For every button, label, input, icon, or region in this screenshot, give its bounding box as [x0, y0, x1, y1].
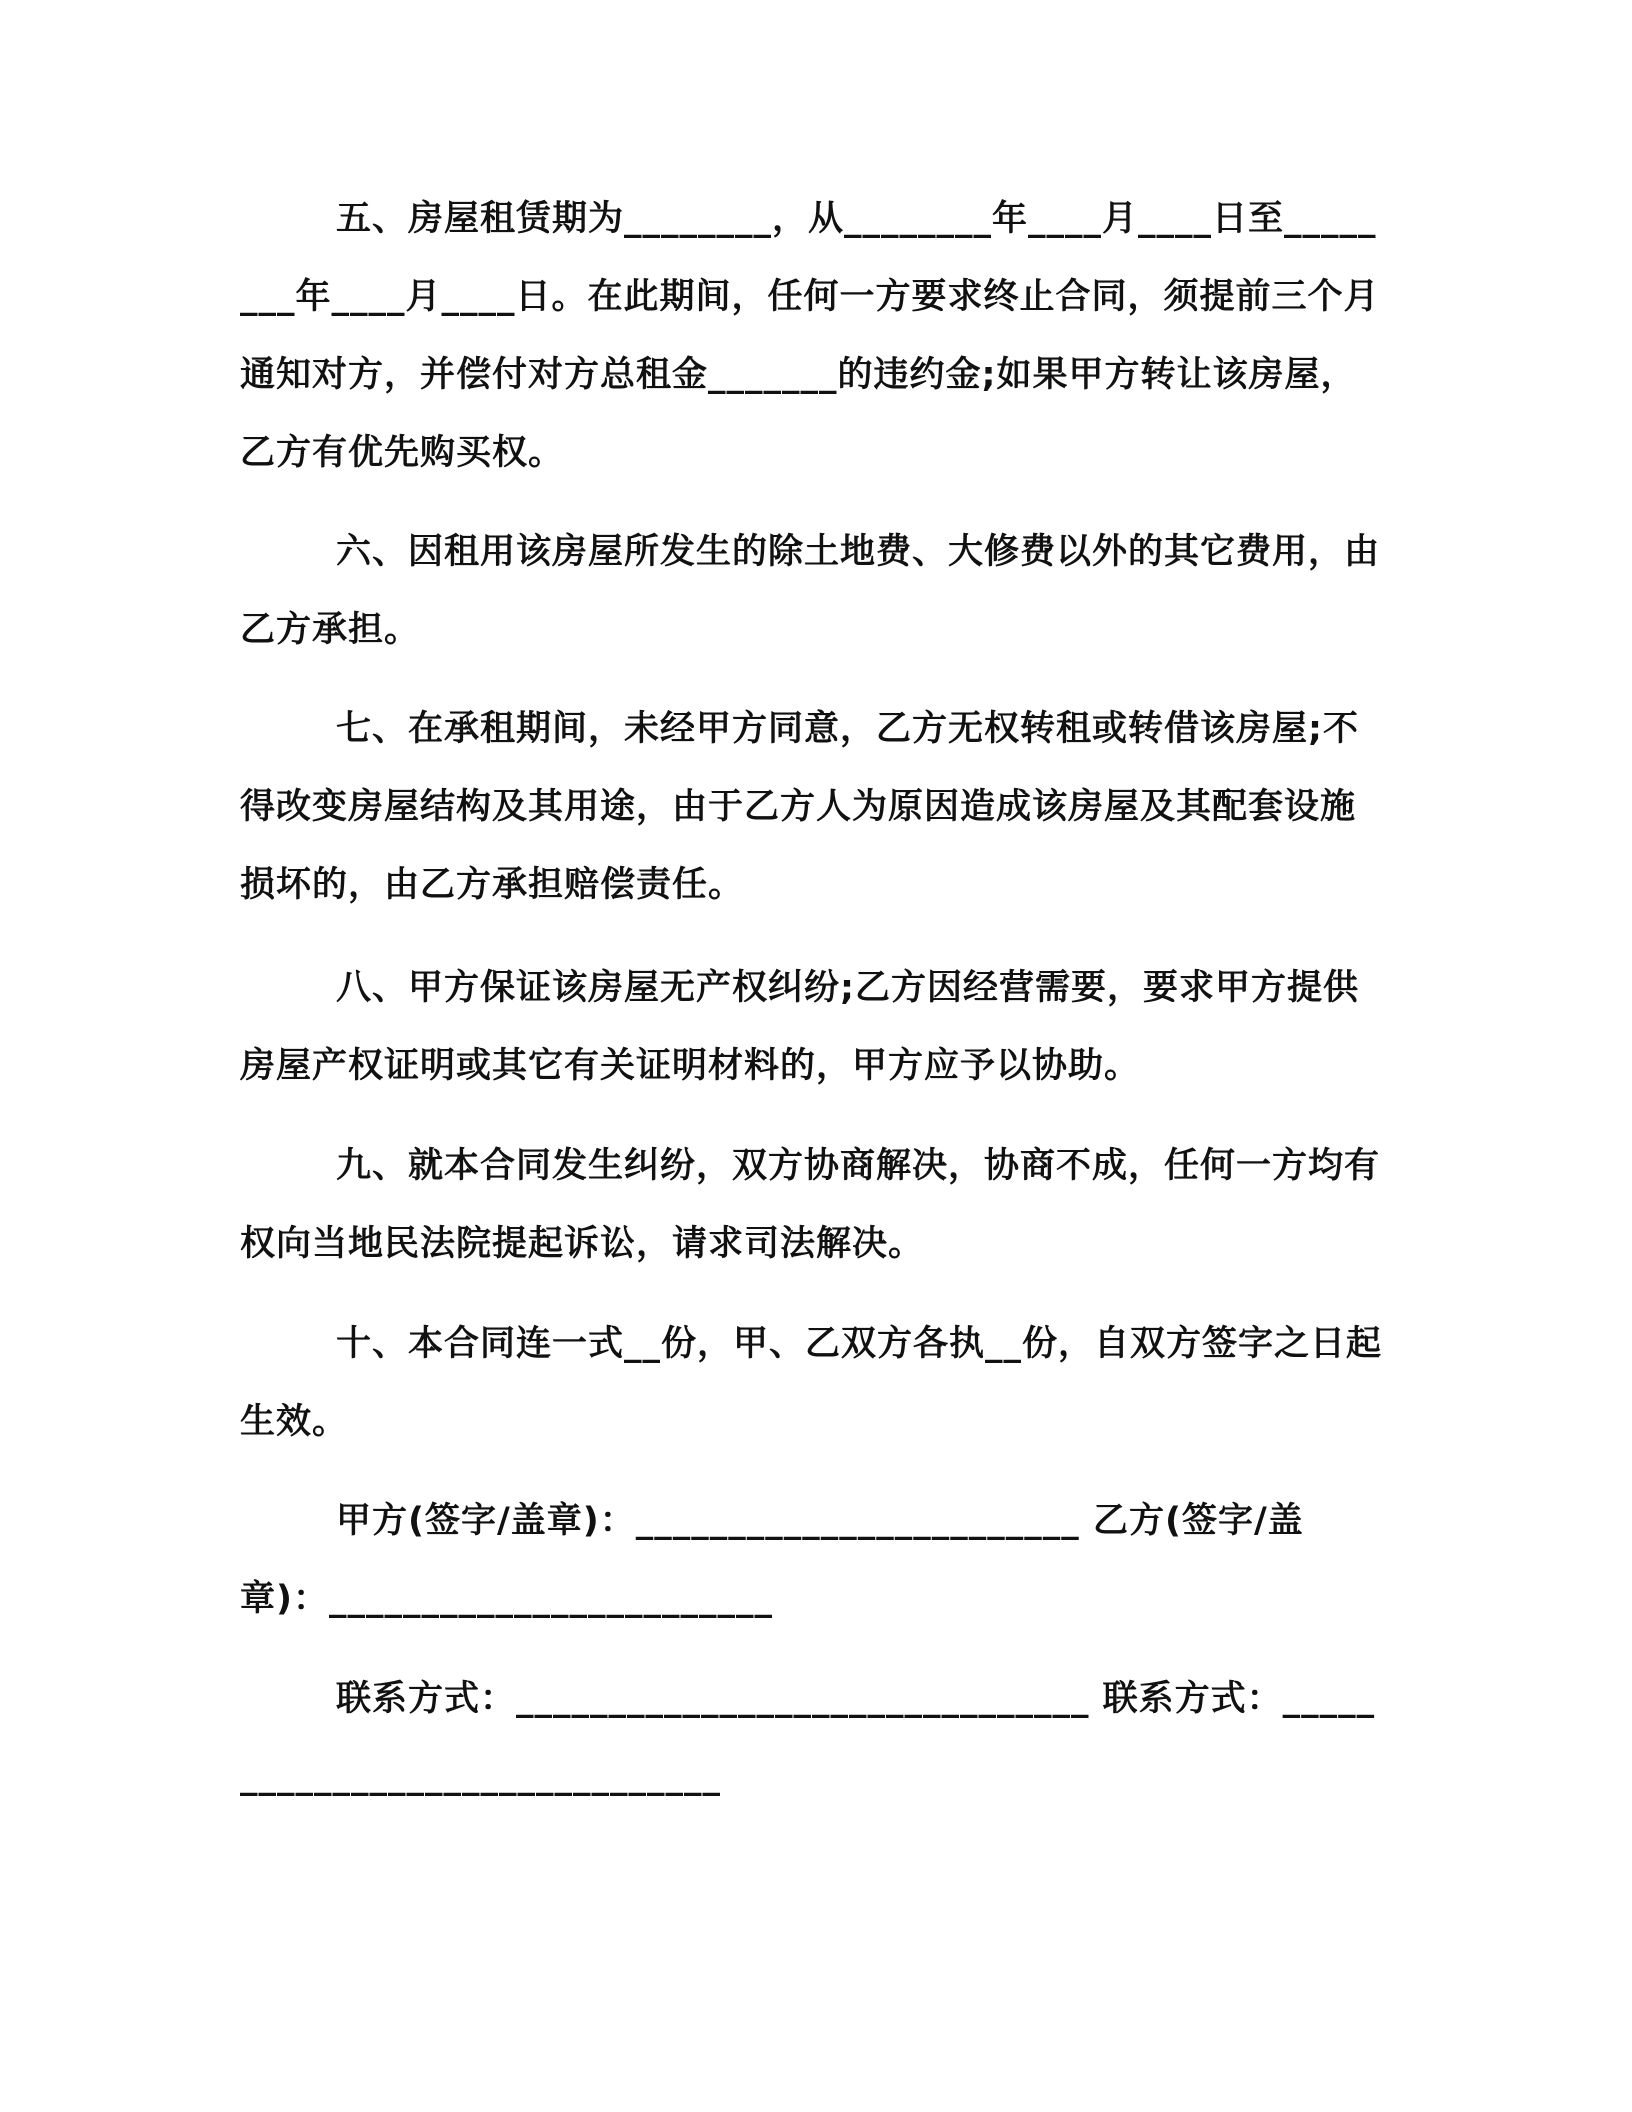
clause-9-disputes: 九、就本合同发生纠纷，双方协商解决，协商不成，任何一方均有权向当地民法院提起诉讼，请求司法解决。	[240, 1146, 1381, 1264]
clause-6-expenses: 六、因租用该房屋所发生的除土地费、大修费以外的其它费用，由乙方承担。	[240, 532, 1381, 650]
clause-5-lease-term: 五、房屋租赁期为________，从________年____月____日至________年____月____日。在此期间，任何一方要求终止合同，须提前三个月通知对方，并偿付对方总租金_______的违约金;如果甲方转让该房屋，乙方有优先购买权。	[240, 199, 1380, 473]
clause-10-copies: 十、本合同连一式__份，甲、乙双方各执__份，自双方签字之日起生效。	[240, 1324, 1383, 1442]
clause-8-property-rights: 八、甲方保证该房屋无产权纠纷;乙方因经营需要，要求甲方提供房屋产权证明或其它有关证明材料的，甲方应予以协助。	[240, 968, 1359, 1086]
clause-7-sublease: 七、在承租期间，未经甲方同意，乙方无权转租或转借该房屋;不得改变房屋结构及其用途，由于乙方人为原因造成该房屋及其配套设施损坏的，由乙方承担赔偿责任。	[240, 709, 1359, 905]
signature-lines: 甲方(签字/盖章)：________________________ 乙方(签字/盖章)：________________________	[240, 1501, 1304, 1619]
contact-lines: 联系方式：_______________________________ 联系方式：_______________________________	[240, 1679, 1376, 1797]
